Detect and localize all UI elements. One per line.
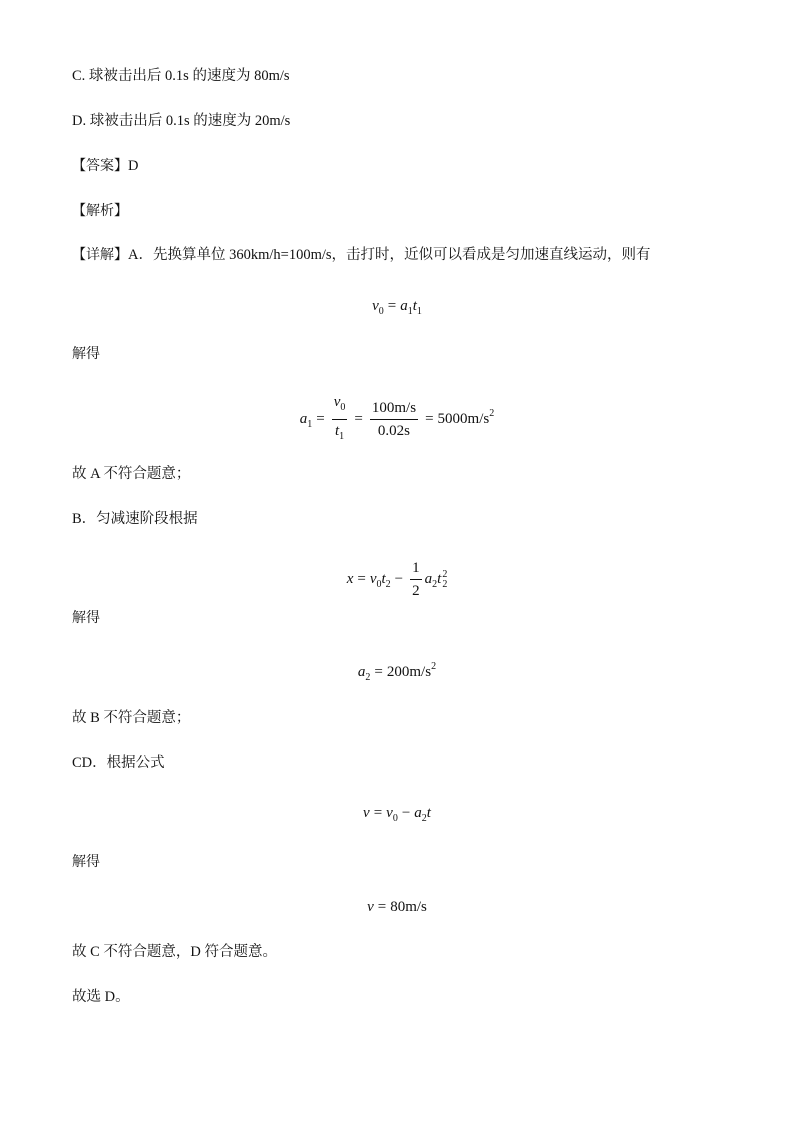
analysis-label: 【解析】 <box>72 203 128 219</box>
equation-2: $a_1$ = $\frac{v_0}{t_1}$ = $\frac{100m/s}{0.02s}$ = $5000m/s^2$ <box>0 393 794 446</box>
detail-label: 【详解】 <box>72 247 128 263</box>
fraction-one-half: $\frac{1}{2}$ <box>412 560 420 599</box>
answer-line <box>72 157 138 175</box>
final-answer: 故选 D。 <box>72 989 130 1005</box>
part-b-line: B．匀减速阶段根据 <box>72 511 198 527</box>
detail-line <box>72 246 651 264</box>
equation-6: v = 80m/s <box>367 899 427 915</box>
equation-1: $v_0 = a_1t_1$ <box>372 298 422 317</box>
conclusion-b: 故 B 不符合题意； <box>72 710 191 726</box>
solve-label-2: 解得 <box>72 610 100 626</box>
part-cd-line: CD．根据公式 <box>72 755 165 771</box>
equation-3: $x = v_0t_2$ − $\frac{1}{2}$ $a_2t$ 2 2 <box>346 560 448 599</box>
conclusion-cd: 故 C 不符合题意，D 符合题意。 <box>72 944 278 960</box>
fraction-100-over-002: $\frac{100m/s}{0.02s}$ <box>371 400 417 439</box>
answer-label: 【答案】 <box>72 158 128 174</box>
option-c-line: C. 球被击出后 0.1s 的速度为 80m/s <box>72 68 290 84</box>
answer-value: D <box>128 158 139 174</box>
solve-label-3: 解得 <box>72 854 100 870</box>
equation-4: $a_2 = 200m/s^2$ <box>357 661 437 683</box>
fraction-v0-over-t1: $\frac{v_0}{t_1}$ <box>333 394 346 442</box>
solve-label-1: 解得 <box>72 346 100 362</box>
option-d-line: D. 球被击出后 0.1s 的速度为 20m/s <box>72 113 291 129</box>
equation-5: $v = v_0 - a_2t$ <box>363 805 431 824</box>
conclusion-a: 故 A 不符合题意； <box>72 466 191 482</box>
detail-text: A．先换算单位 360km/h=100m/s，击打时，近似可以看成是匀加速直线运动，则有 <box>128 247 651 263</box>
